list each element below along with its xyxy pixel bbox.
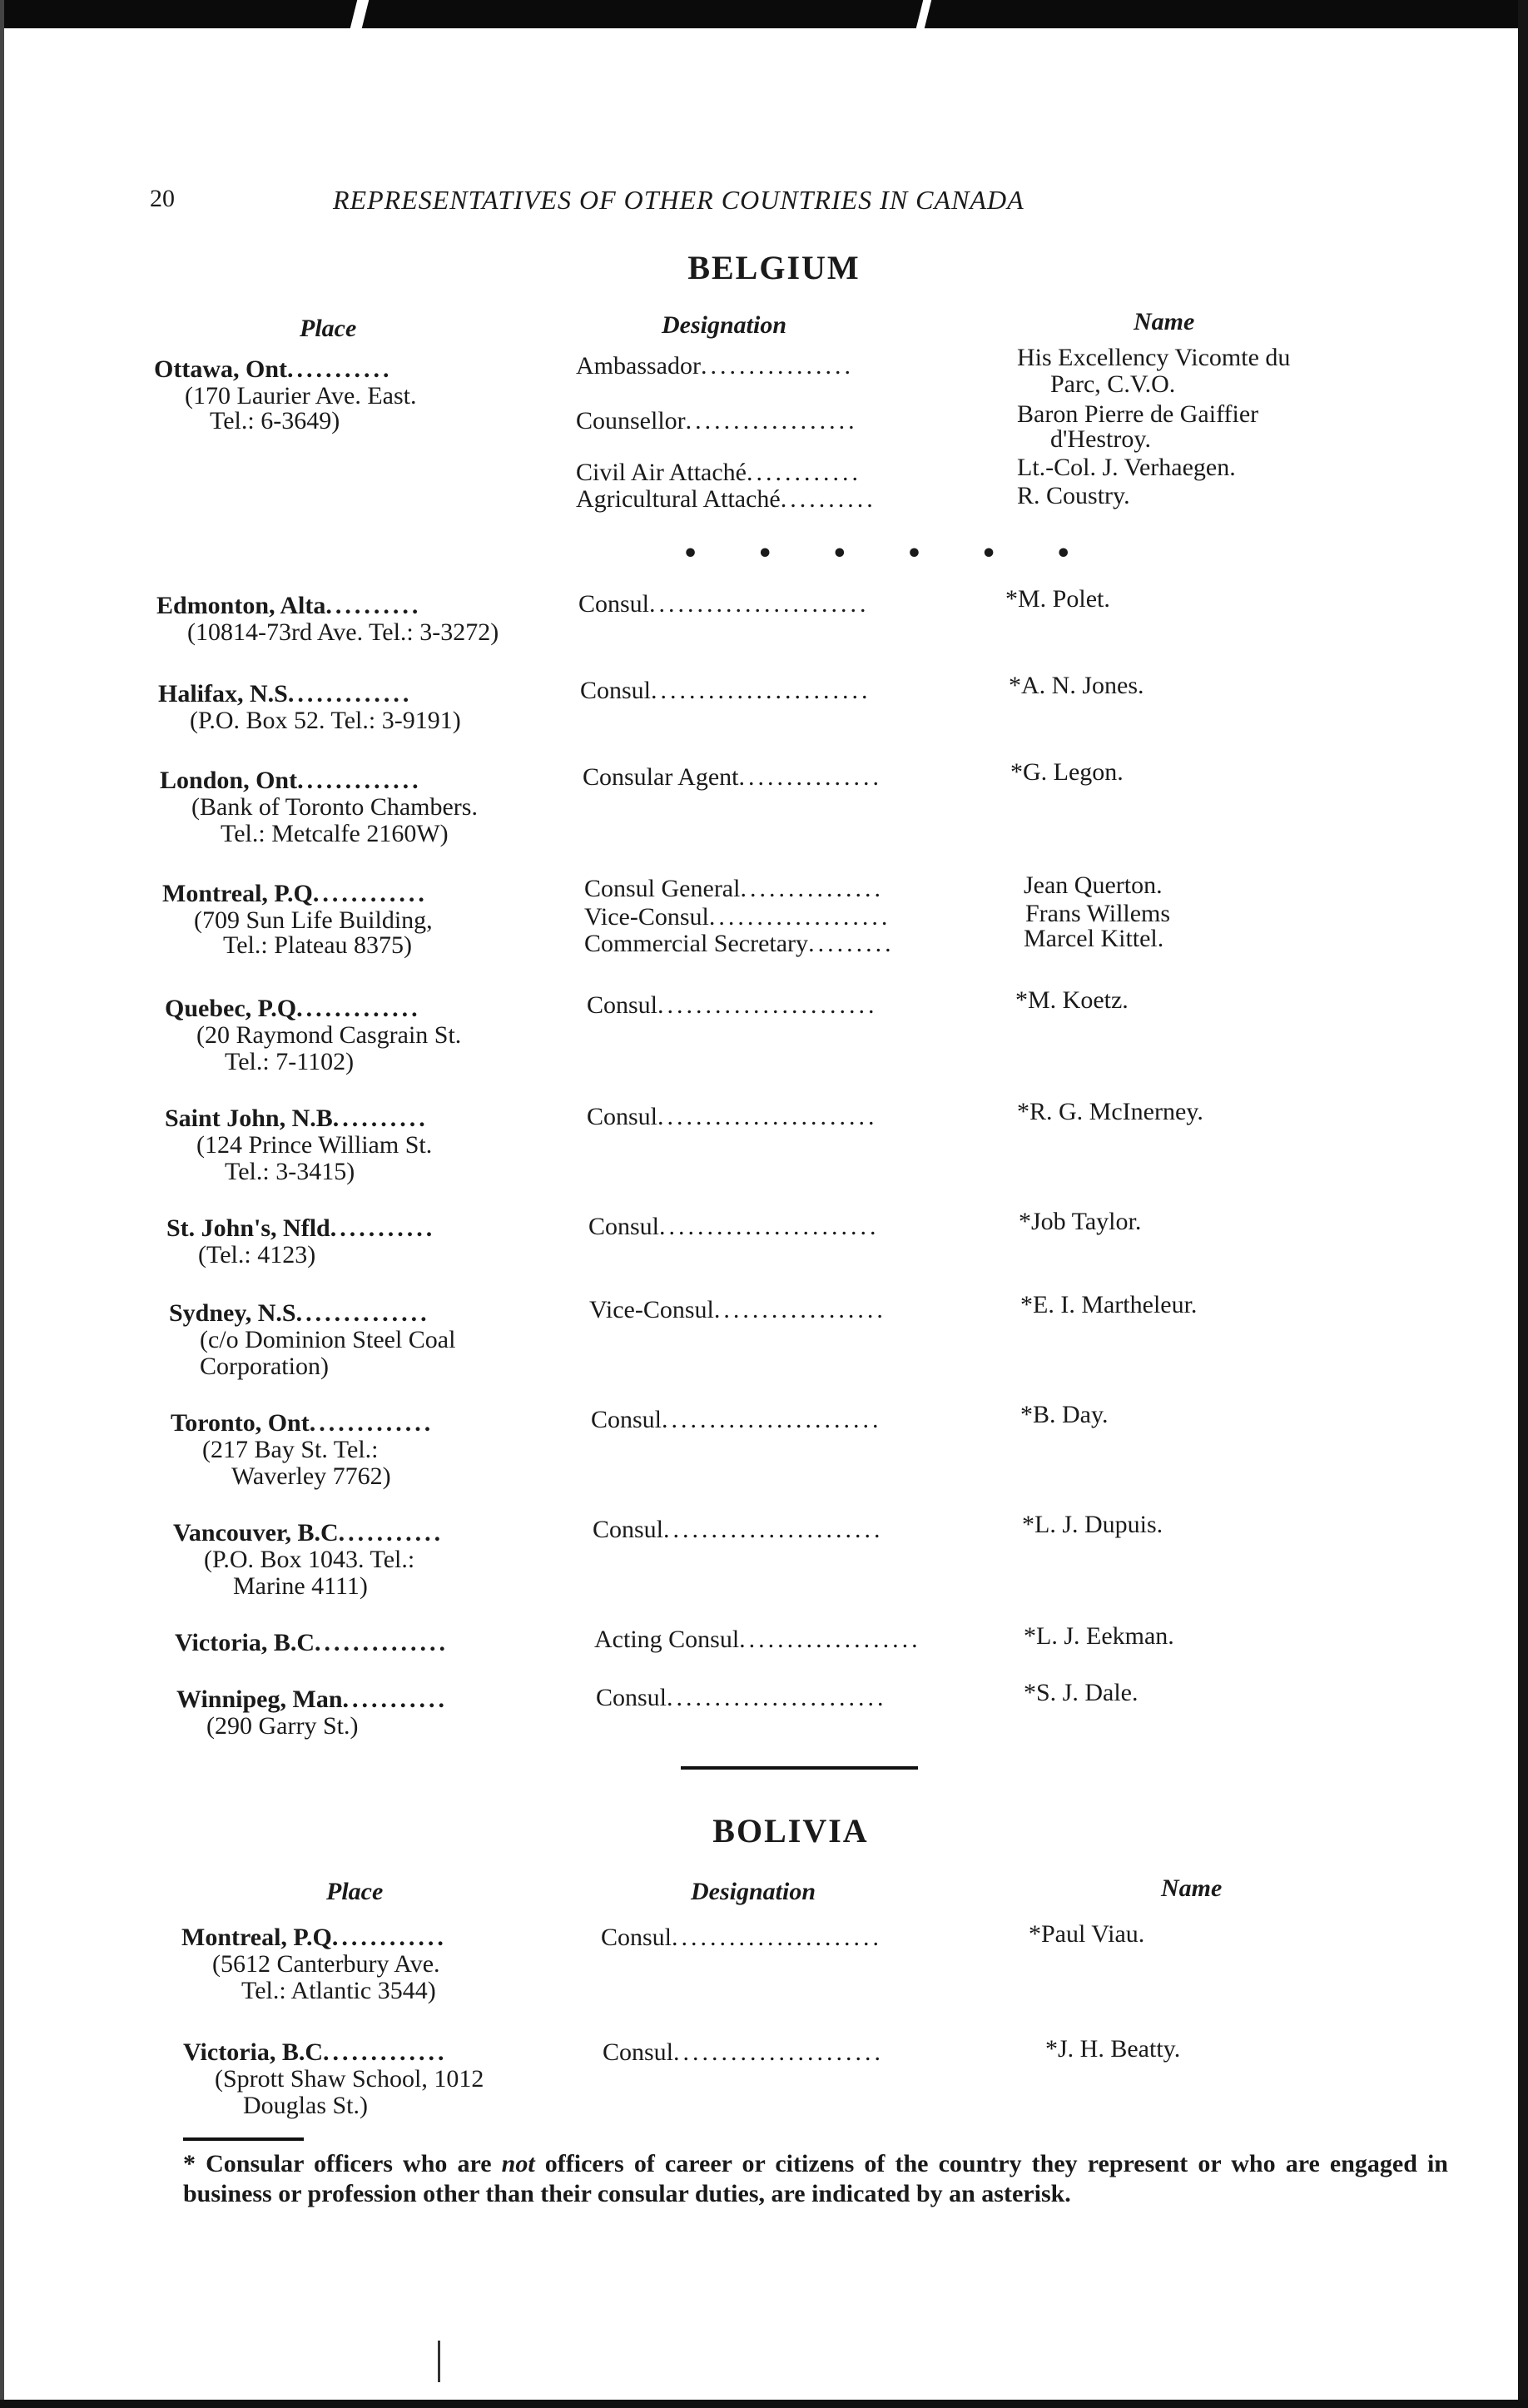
entry-address: (290 Garry St.) — [206, 1712, 359, 1740]
entry-designation: Consul....................... — [591, 1406, 882, 1433]
column-header-designation: Designation — [662, 311, 787, 339]
entry-name: His Excellency Vicomte du — [1017, 344, 1291, 371]
entry-designation: Consul...................... — [601, 1924, 883, 1951]
entry-name: *R. G. McInerney. — [1017, 1098, 1203, 1125]
running-head — [150, 185, 1232, 218]
entry-designation: Consul....................... — [587, 991, 878, 1019]
entry-name: *Job Taylor. — [1019, 1208, 1142, 1235]
entry-designation: Counsellor.................. — [576, 407, 858, 434]
entry-name: Jean Querton. — [1024, 871, 1163, 899]
entry-place: Edmonton, Alta.......... — [156, 592, 422, 619]
entry-designation: Consul...................... — [603, 2038, 885, 2066]
entry-designation: Consul....................... — [596, 1684, 887, 1711]
entry-place: Winnipeg, Man........... — [176, 1686, 448, 1713]
entry-address: (5612 Canterbury Ave. — [212, 1950, 440, 1978]
entry-name: Marcel Kittel. — [1024, 925, 1164, 952]
entry-name: Frans Willems — [1025, 900, 1171, 927]
entry-place: Ottawa, Ont........... — [154, 355, 393, 383]
entry-address: (20 Raymond Casgrain St. — [196, 1021, 462, 1049]
entry-address: (124 Prince William St. — [196, 1131, 433, 1159]
entry-designation: Agricultural Attaché.......... — [576, 485, 876, 513]
entry-place: Vancouver, B.C........... — [173, 1519, 444, 1547]
entry-designation: Consul....................... — [587, 1103, 878, 1130]
entry-place: St. John's, Nfld........... — [166, 1214, 436, 1242]
column-header-place: Place — [300, 315, 357, 342]
entry-designation: Consular Agent............... — [583, 763, 882, 791]
entry-name: *A. N. Jones. — [1009, 672, 1144, 699]
entry-designation: Acting Consul................... — [594, 1626, 921, 1653]
section-rule — [681, 1766, 918, 1770]
entry-address: (10814-73rd Ave. Tel.: 3-3272) — [187, 618, 499, 646]
column-header-name: Name — [1134, 308, 1195, 335]
entry-address: Waverley 7762) — [231, 1462, 391, 1490]
footnote-rule — [183, 2137, 304, 2141]
entry-designation: Ambassador................ — [576, 352, 854, 380]
entry-place: Quebec, P.Q............. — [165, 995, 421, 1022]
column-header-designation: Designation — [691, 1878, 816, 1905]
entry-address: (170 Laurier Ave. East. — [185, 382, 417, 410]
entry-address: Tel.: 6-3649) — [210, 407, 340, 434]
entry-address: (c/o Dominion Steel Coal — [200, 1326, 456, 1353]
entry-name: *E. I. Martheleur. — [1020, 1291, 1198, 1318]
scan-border-bottom — [0, 2400, 1528, 2408]
entry-designation: Vice-Consul.................. — [589, 1296, 886, 1323]
country-heading-belgium: BELGIUM — [687, 249, 861, 286]
entry-name: Parc, C.V.O. — [1050, 370, 1176, 398]
scan-border-right — [1518, 0, 1528, 2408]
entry-place: Halifax, N.S............. — [158, 680, 413, 708]
scan-border-left — [0, 0, 4, 2408]
entry-place: London, Ont............. — [160, 767, 422, 794]
section-separator: • • • • • • — [682, 539, 1097, 568]
column-header-place: Place — [326, 1878, 384, 1905]
entry-name: Baron Pierre de Gaiffier — [1017, 400, 1259, 428]
entry-address: (P.O. Box 1043. Tel.: — [204, 1546, 415, 1573]
entry-name: Lt.-Col. J. Verhaegen. — [1017, 454, 1236, 481]
entry-name: *M. Polet. — [1005, 585, 1110, 613]
footnote: * Consular officers who are not officers of career or citizens of the country they represent or who are engaged in business or profession other than their consular duties, are indicated by an asterisk. — [183, 2150, 1448, 2207]
entry-designation: Consul General............... — [584, 875, 884, 902]
entry-address: Tel.: Plateau 8375) — [223, 931, 413, 959]
entry-place: Victoria, B.C............. — [183, 2038, 448, 2066]
entry-designation: Consul....................... — [580, 677, 871, 704]
entry-name: d'Hestroy. — [1050, 425, 1151, 453]
entry-place: Toronto, Ont............. — [171, 1409, 434, 1437]
entry-designation: Commercial Secretary......... — [584, 930, 895, 957]
entry-address: (Bank of Toronto Chambers. — [191, 793, 478, 821]
entry-place: Saint John, N.B.......... — [165, 1105, 429, 1132]
entry-designation: Consul....................... — [588, 1213, 880, 1240]
entry-address: (217 Bay St. Tel.: — [202, 1436, 379, 1463]
entry-name: *G. Legon. — [1010, 758, 1124, 786]
entry-place: Victoria, B.C.............. — [175, 1629, 449, 1656]
entry-name: *B. Day. — [1020, 1401, 1109, 1428]
column-header-name: Name — [1161, 1874, 1223, 1902]
entry-designation: Consul....................... — [578, 590, 870, 618]
entry-address: Marine 4111) — [233, 1572, 368, 1600]
entry-address: Corporation) — [200, 1353, 329, 1380]
entry-address: Tel.: 7-1102) — [225, 1048, 355, 1075]
entry-place: Sydney, N.S.............. — [169, 1299, 430, 1327]
entry-name: *S. J. Dale. — [1024, 1679, 1139, 1706]
page-number: 20 — [150, 185, 175, 212]
entry-address: (Sprott Shaw School, 1012 — [215, 2065, 484, 2093]
country-heading-bolivia: BOLIVIA — [712, 1812, 869, 1849]
running-title: REPRESENTATIVES OF OTHER COUNTRIES IN CANADA — [333, 185, 1024, 215]
entry-designation: Civil Air Attaché............ — [576, 459, 861, 486]
entry-name: *L. J. Dupuis. — [1022, 1511, 1163, 1538]
entry-name: *M. Koetz. — [1015, 986, 1129, 1014]
entry-designation: Consul....................... — [593, 1516, 884, 1543]
entry-place: Montreal, P.Q............ — [181, 1924, 447, 1951]
entry-address: (709 Sun Life Building, — [194, 906, 433, 934]
entry-address: Tel.: 3-3415) — [225, 1158, 355, 1185]
entry-name: *L. J. Eekman. — [1024, 1622, 1174, 1650]
entry-address: (P.O. Box 52. Tel.: 3-9191) — [190, 707, 461, 734]
entry-name: R. Coustry. — [1017, 482, 1130, 509]
scan-mark — [438, 2341, 440, 2382]
entry-address: (Tel.: 4123) — [198, 1241, 316, 1269]
entry-address: Douglas St.) — [243, 2092, 368, 2119]
entry-address: Tel.: Metcalfe 2160W) — [221, 820, 449, 847]
entry-place: Montreal, P.Q............ — [162, 880, 428, 907]
scan-border-top — [0, 0, 1528, 28]
entry-address: Tel.: Atlantic 3544) — [241, 1977, 436, 2004]
entry-name: *Paul Viau. — [1029, 1920, 1145, 1948]
entry-name: *J. H. Beatty. — [1045, 2035, 1181, 2063]
entry-designation: Vice-Consul................... — [584, 903, 891, 931]
